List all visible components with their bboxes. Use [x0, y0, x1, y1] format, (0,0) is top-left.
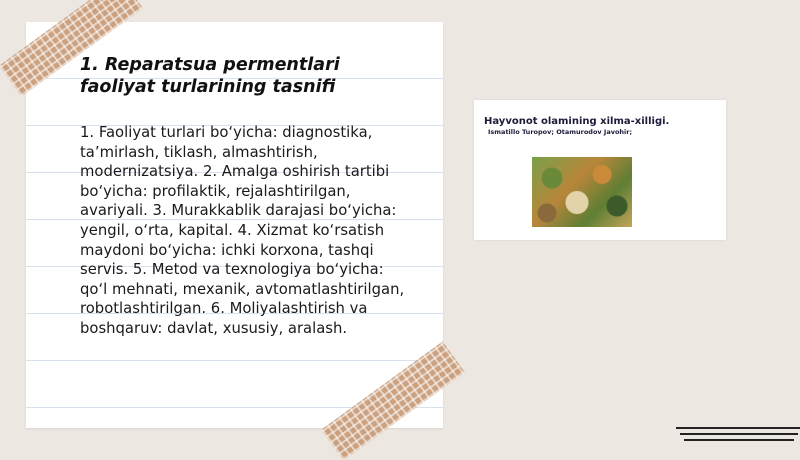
- decorative-line: [684, 439, 794, 441]
- decorative-line: [676, 427, 800, 429]
- slide-title: 1. Reparatsua permentlari faoliyat turlarining tasnifi: [80, 55, 340, 97]
- thumbnail-title: Hayvonot olamining xilma-xilligi.: [484, 116, 670, 127]
- animals-collage-image: [532, 157, 632, 227]
- slide-body-text: 1. Faoliyat turlari bo‘yicha: diagnostika, ta’mirlash, tiklash, almashtirish, modernizatsiya. 2. Amalga oshirish tartibi bo‘yicha: profilaktik, rejalashtirilgan, avariyali. 3. Murakkablik darajasi bo‘yicha: yengil, o‘rta, kapital. 4. Xizmat ko‘rsatish maydoni bo‘yicha: ichki korxona, tashqi servis. 5. Metod va texnologiya bo‘yicha: qo‘l mehnati, mexanik, avtomatlashtirilgan, robotlashtirilgan. 6. Moliyalashtirish va boshqaruv: davlat, xususiy, aralash.: [80, 124, 405, 337]
- decorative-lines: [676, 424, 800, 444]
- embedded-slide-thumbnail[interactable]: [474, 100, 726, 240]
- decorative-line: [680, 433, 798, 435]
- thumbnail-authors: Ismatillo Turopov; Otamurodov Javohir;: [488, 128, 633, 136]
